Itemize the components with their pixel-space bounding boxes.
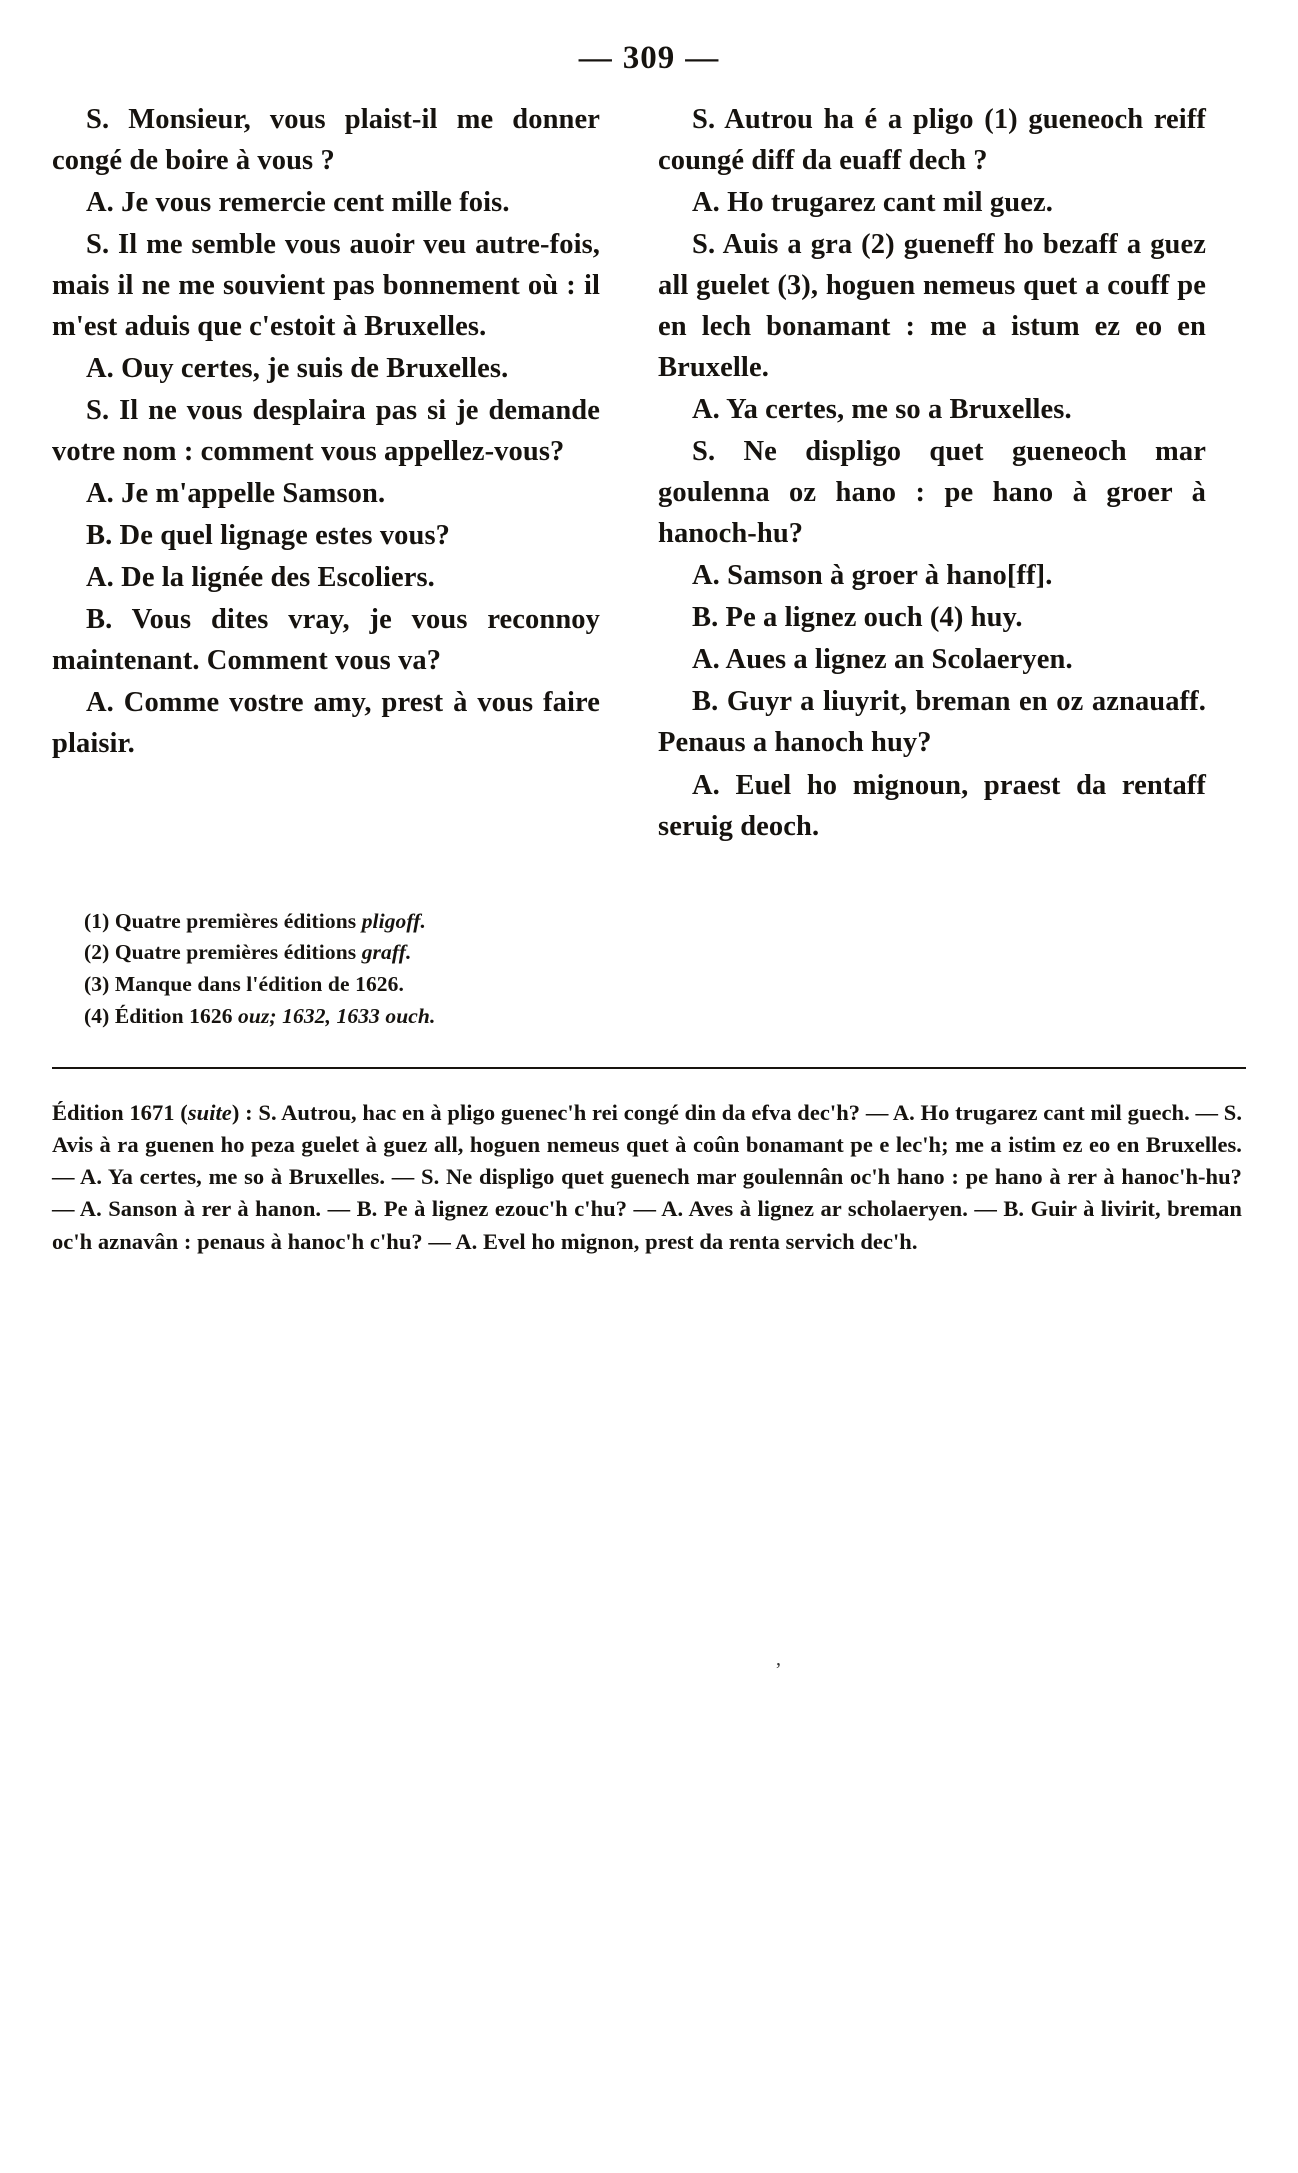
paragraph: S. Ne displigo quet gueneoch mar goulenna oz hano : pe hano à groer à hanoch-hu?: [658, 436, 1206, 550]
paragraph: A. Ho trugarez cant mil guez.: [692, 187, 1053, 219]
footnote-item: [84, 937, 1246, 969]
paragraph: B. Pe a lignez ouch (4) huy.: [692, 602, 1023, 634]
paragraph: B. Guyr a liuyrit, breman en oz aznauaff. Penaus a hanoch huy?: [658, 686, 1206, 759]
column-french: [52, 99, 600, 766]
paragraph: A. Je m'appelle Samson.: [86, 478, 386, 510]
footnote-item: [84, 969, 1246, 1001]
footnotes-block: [52, 906, 1246, 1033]
paragraph: S. Il me semble vous auoir veu autre-fois, mais il ne me souvient pas bonnement où : il m'est aduis que c'estoit à Bruxelles.: [52, 229, 600, 343]
footnote-marker: (4): [84, 1004, 110, 1028]
header-dash-right: —: [685, 40, 720, 76]
edition-note-text: S. Autrou, hac en à pligo guenec'h rei congé din da efva dec'h? — A. Ho trugarez cant mil guech. — S. Avis à ra guenen ho peza guelet à guez all, hoguen nemeus quet à coûn bonamant pe e lec'h; me a istim ez eo en Bruxelles. — A. Ya certes, me so à Bruxelles. — S. Ne displigo quet guenech mar goulennân oc'h hano : pe hano à rer à hanoc'h-hu? — A. Sanson à rer à hanon. — B. Pe à lignez ezouc'h c'hu? — A. Aves à lignez ar scholaeryen. — B. Guir à livirit, breman oc'h aznavân : penaus à hanoc'h c'hu? — A. Evel ho mignon, prest da renta servich dec'h.: [52, 1099, 1242, 1254]
paragraph: S. Auis a gra (2) gueneff ho bezaff a guez all guelet (3), hoguen nemeus quet a couff pe en lech bonamant : me a istum ez eo en Bruxelle.: [658, 229, 1206, 384]
column-breton: [658, 99, 1206, 848]
document-page: [0, 40, 1298, 2173]
paragraph: A. Je vous remercie cent mille fois.: [86, 187, 510, 219]
footnote-item: [84, 1001, 1246, 1033]
paragraph: A. Ya certes, me so a Bruxelles.: [692, 394, 1072, 426]
paragraph: A. Ouy certes, je suis de Bruxelles.: [86, 353, 509, 385]
stray-ink-mark: ‚: [775, 1648, 782, 1670]
paragraph: A. Aues a lignez an Scolaeryen.: [692, 644, 1073, 676]
paragraph: S. Autrou ha é a pligo (1) gueneoch reiff coungé diff da euaff dech ?: [658, 104, 1206, 177]
footnote-marker: (2): [84, 940, 110, 965]
two-column-body: [52, 99, 1246, 848]
edition-note-lead-after: ) :: [231, 1099, 259, 1125]
footnote-text: Édition 1626: [114, 1004, 239, 1028]
footnote-italic: ouz; 1632, 1633 ouch.: [238, 1004, 436, 1028]
paragraph: S. Il ne vous desplaira pas si je demande votre nom : comment vous appellez-vous?: [52, 395, 600, 468]
paragraph: A. Samson à groer à hano[ff].: [692, 560, 1053, 592]
paragraph: A. Comme vostre amy, prest à vous faire plaisir.: [52, 687, 600, 760]
footnote-item: [84, 906, 1246, 938]
footnote-text: Manque dans l'édition de 1626.: [114, 972, 404, 997]
header-dash-left: —: [578, 40, 613, 76]
edition-note-lead: Édition 1671 (: [52, 1099, 188, 1125]
paragraph: B. Vous dites vray, je vous reconnoy maintenant. Comment vous va?: [52, 604, 600, 677]
page-header: [52, 40, 1246, 77]
horizontal-rule: [52, 1067, 1246, 1069]
footnote-text: Quatre premières éditions: [114, 908, 362, 933]
footnote-marker: (3): [84, 972, 110, 997]
edition-note: [52, 1097, 1246, 1258]
paragraph: B. De quel lignage estes vous?: [86, 520, 451, 552]
paragraph: A. De la lignée des Escoliers.: [86, 562, 435, 594]
footnote-italic: graff.: [361, 940, 412, 965]
footnote-italic: pligoff.: [361, 908, 427, 933]
paragraph: S. Monsieur, vous plaist-il me donner congé de boire à vous ?: [52, 104, 600, 177]
page-number: 309: [622, 40, 676, 76]
edition-note-lead-italic: suite: [187, 1099, 232, 1125]
footnote-marker: (1): [84, 908, 110, 933]
footnote-text: Quatre premières éditions: [114, 940, 362, 965]
paragraph: A. Euel ho mignoun, praest da rentaff seruig deoch.: [658, 769, 1206, 842]
